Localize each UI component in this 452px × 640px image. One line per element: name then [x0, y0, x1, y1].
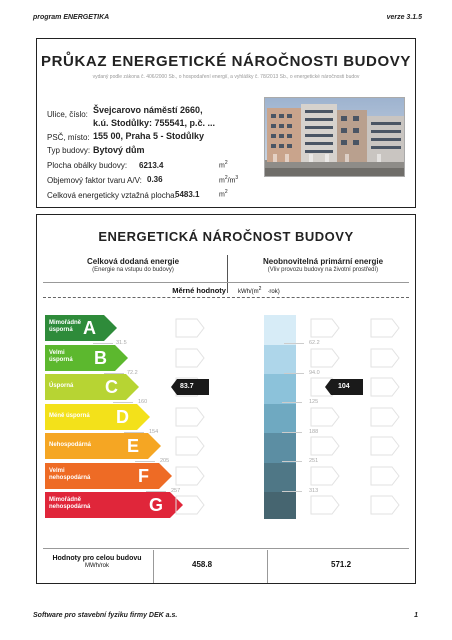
energy-class-g — [45, 492, 183, 518]
primary-energy-subtitle: (Vliv provozu budovy na životní prostředí) — [267, 267, 379, 273]
energy-class-e — [45, 433, 161, 459]
delivered-energy-marker — [171, 379, 209, 395]
empty-class-slot — [370, 348, 400, 368]
primary-energy-scale-segment — [264, 315, 296, 345]
primary-class-limit: 62.2 — [309, 340, 320, 346]
envelope-area-value: 6213.4 — [139, 161, 164, 170]
empty-class-slot — [310, 495, 340, 515]
primary-class-limit: 251 — [309, 458, 319, 464]
primary-energy-marker — [325, 379, 363, 395]
energy-class-c — [45, 374, 139, 400]
envelope-area-unit: $m^2$ — [219, 160, 228, 170]
empty-class-slot — [310, 407, 340, 427]
primary-energy-scale-segment — [264, 433, 296, 463]
shape-factor-value: 0.36 — [147, 175, 163, 184]
envelope-area-label: Plocha obálky budovy: — [47, 161, 128, 170]
energy-class-label: Nehospodárná — [49, 442, 92, 448]
specific-values-heading — [37, 286, 415, 295]
empty-class-slot — [310, 436, 340, 456]
header-divider — [43, 282, 409, 283]
primary-energy-scale-segment — [264, 404, 296, 434]
page-number: 1 — [414, 612, 418, 619]
delivered-energy-total: 458.8 — [192, 560, 213, 569]
energy-class-label: Velmi nehospodárná — [49, 467, 91, 481]
delivered-class-limit: 154 — [149, 428, 159, 435]
building-photo-image — [265, 98, 405, 177]
energy-class-letter: E — [127, 436, 140, 456]
building-type-label: Typ budovy: — [47, 146, 91, 155]
energy-class-label: Úsporná — [49, 383, 74, 389]
primary-energy-total: 571.2 — [331, 560, 352, 569]
certificate-subtitle: vydaný podle zákona č. 406/2000 Sb., o hospodaření energií, a vyhlášky č. 78/2013 Sb., o energetické náročnosti budov — [92, 74, 360, 80]
totals-title: Hodnoty pro celou budovu — [52, 555, 142, 562]
empty-class-slot — [370, 318, 400, 338]
empty-class-slot — [370, 407, 400, 427]
primary-class-limit: 188 — [309, 428, 319, 435]
energy-class-label: Mimořádně nehospodárná — [49, 497, 91, 510]
primary-class-limit: 94.0 — [309, 369, 320, 376]
energy-class-letter: A — [83, 318, 96, 338]
totals-divider — [43, 548, 409, 549]
energy-class-f — [45, 463, 172, 489]
street-value: Švejcarovo náměstí 2660, — [93, 105, 203, 115]
empty-class-slot — [175, 466, 205, 486]
delivered-class-limit: 31.5 — [116, 340, 127, 346]
empty-class-slot — [370, 436, 400, 456]
building-type-value: Bytový dům — [93, 145, 145, 155]
empty-class-slot — [310, 318, 340, 338]
dashed-divider — [43, 297, 409, 298]
empty-class-slot — [175, 318, 205, 338]
empty-class-slot — [310, 466, 340, 486]
delivered-class-limit: 257 — [171, 487, 181, 494]
delivered-energy-header — [43, 257, 223, 273]
version-label: verze 3.1.5 — [386, 14, 422, 21]
shape-factor-label: Objemový faktor tvaru A/V: — [47, 176, 142, 185]
totals-separator-2 — [267, 550, 268, 583]
energy-performance-box — [36, 214, 416, 584]
empty-class-slot — [310, 348, 340, 368]
empty-class-slot — [370, 495, 400, 515]
empty-class-slot — [175, 348, 205, 368]
energy-class-label: Mimořádně úsporná — [49, 320, 82, 333]
energy-class-b — [45, 345, 128, 371]
certificate-title: PRŮKAZ ENERGETICKÉ NÁROČNOSTI BUDOVY — [41, 53, 411, 70]
reference-area-value: 5483.1 — [175, 190, 200, 199]
reference-area-label: Celková energeticky vztažná plocha: — [47, 191, 177, 200]
street-label: Ulice, číslo: — [47, 110, 88, 119]
shape-factor-unit: $m^2/m^3$ — [219, 175, 239, 185]
energy-class-letter: C — [105, 377, 118, 397]
delivered-energy-title: Celková dodaná energie — [86, 257, 180, 266]
program-name: program ENERGETIKA — [33, 14, 110, 21]
empty-class-slot — [370, 466, 400, 486]
primary-energy-header — [235, 257, 411, 273]
street-value-2: k.ú. Stodůlky: 755541, p.č. ... — [93, 118, 216, 128]
building-photo — [264, 97, 405, 177]
primary-energy-title: Neobnovitelná primární energie — [262, 257, 384, 266]
primary-energy-scale-segment — [264, 492, 296, 519]
specific-values-unit: kWh/$(m^2 \cdot rok)$ — [237, 286, 280, 295]
energy-class-letter: D — [116, 406, 129, 427]
empty-class-slot — [175, 436, 205, 456]
empty-class-slot — [370, 377, 400, 397]
specific-values-label: Měrné hodnoty — [172, 286, 226, 295]
energy-class-d — [45, 404, 150, 430]
totals-unit: MWh/rok — [85, 563, 109, 569]
certificate-box — [36, 38, 416, 208]
energy-class-letter: G — [149, 495, 164, 515]
totals-label — [43, 555, 151, 569]
delivered-class-limit: 72.2 — [127, 369, 138, 376]
performance-title: ENERGETICKÁ NÁROČNOST BUDOVY — [98, 229, 354, 244]
energy-class-label: Méně úsporná — [49, 412, 90, 419]
primary-class-limit: 125 — [309, 399, 319, 405]
primary-class-limit: 313 — [309, 487, 319, 494]
delivered-energy-marker-value: 83.7 — [180, 383, 194, 390]
energy-class-label: Velmi úsporná — [49, 349, 73, 363]
empty-class-slot — [175, 495, 205, 515]
postal-label: PSČ, místo: — [47, 133, 90, 142]
primary-energy-scale-segment — [264, 374, 296, 404]
energy-class-a — [45, 315, 117, 341]
empty-class-slot — [175, 407, 205, 427]
delivered-energy-subtitle: (Energie na vstupu do budovy) — [92, 267, 174, 273]
energy-class-letter: B — [94, 347, 107, 368]
software-credit: Software pro stavební fyziku firmy DEK a.s. — [33, 612, 178, 619]
primary-energy-scale-segment — [264, 463, 296, 493]
postal-value: 155 00, Praha 5 - Stodůlky — [93, 131, 205, 141]
reference-area-unit: $m^2$ — [219, 189, 228, 199]
totals-separator-1 — [153, 550, 154, 583]
delivered-class-limit: 205 — [160, 458, 170, 464]
primary-energy-marker-value: 104 — [338, 383, 350, 390]
delivered-class-limit: 160 — [138, 399, 148, 405]
primary-energy-scale-segment — [264, 345, 296, 375]
energy-class-letter: F — [138, 465, 149, 486]
